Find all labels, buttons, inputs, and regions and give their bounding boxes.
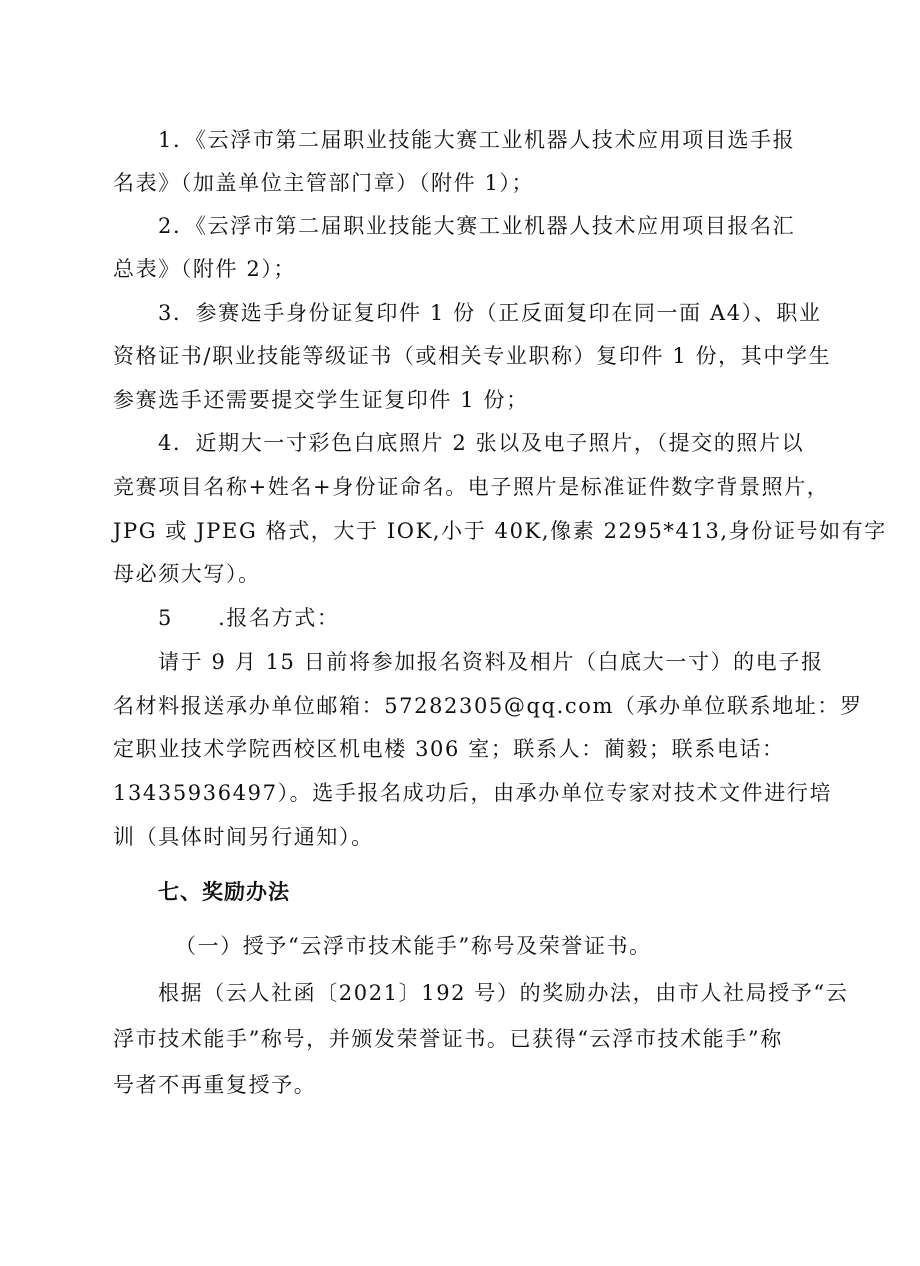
item-2-line-2: 总表》（附件 2）； xyxy=(113,257,297,281)
item-5-line-5: 13435936497）。选手报名成功后，由承办单位专家对技术文件进行培 xyxy=(113,781,833,805)
section-7-paragraph-line-1: 根据（云人社函〔2021〕192 号）的奖励办法，由市人社局授予“云 xyxy=(158,981,849,1005)
item-3-line-1: 3．参赛选手身份证复印件 1 份（正反面复印在同一面 A4）、职业 xyxy=(158,301,822,325)
item-5-line-3: 名材料报送承办单位邮箱：57282305@qq.com（承办单位联系地址：罗 xyxy=(113,694,863,718)
section-7-paragraph-line-2: 浮市技术能手”称号，并颁发荣誉证书。已获得“云浮市技术能手”称 xyxy=(113,1027,783,1051)
item-5-line-4: 定职业技术学院西校区机电楼 306 室；联系人：蔺毅；联系电话： xyxy=(113,737,785,761)
item-3-line-3: 参赛选手还需要提交学生证复印件 1 份； xyxy=(113,388,529,412)
section-7-subheading-1: （一）授予“云浮市技术能手”称号及荣誉证书。 xyxy=(175,934,652,958)
item-1-line-2: 名表》（加盖单位主管部门章）（附件 1）； xyxy=(113,171,535,195)
item-1-line-1: 1．《云浮市第二届职业技能大赛工业机器人技术应用项目选手报 xyxy=(158,128,796,152)
item-4-line-2: 竞赛项目名称+姓名+身份证命名。电子照片是标准证件数字背景照片， xyxy=(113,475,830,499)
item-5-line-2: 请于 9 月 15 日前将参加报名资料及相片（白底大一寸）的电子报 xyxy=(158,650,824,674)
section-7-paragraph-line-3: 号者不再重复授予。 xyxy=(113,1073,317,1097)
item-4-line-3: JPG 或 JPEG 格式，大于 IOK,小于 40K,像素 2295*413,身份证号如有字 xyxy=(113,519,887,543)
item-5-line-6: 训（具体时间另行通知）。 xyxy=(113,825,374,849)
item-4-line-4: 母必须大写）。 xyxy=(113,562,261,586)
item-5-line-1: 5 .报名方式： xyxy=(158,606,340,630)
item-2-line-1: 2．《云浮市第二届职业技能大赛工业机器人技术应用项目报名汇 xyxy=(158,214,796,238)
item-3-line-2: 资格证书/职业技能等级证书（或相关专业职称）复印件 1 份，其中学生 xyxy=(113,344,832,368)
item-4-line-1: 4．近期大一寸彩色白底照片 2 张以及电子照片，（提交的照片以 xyxy=(158,431,805,455)
section-7-heading: 七、奖励办法 xyxy=(158,880,290,904)
